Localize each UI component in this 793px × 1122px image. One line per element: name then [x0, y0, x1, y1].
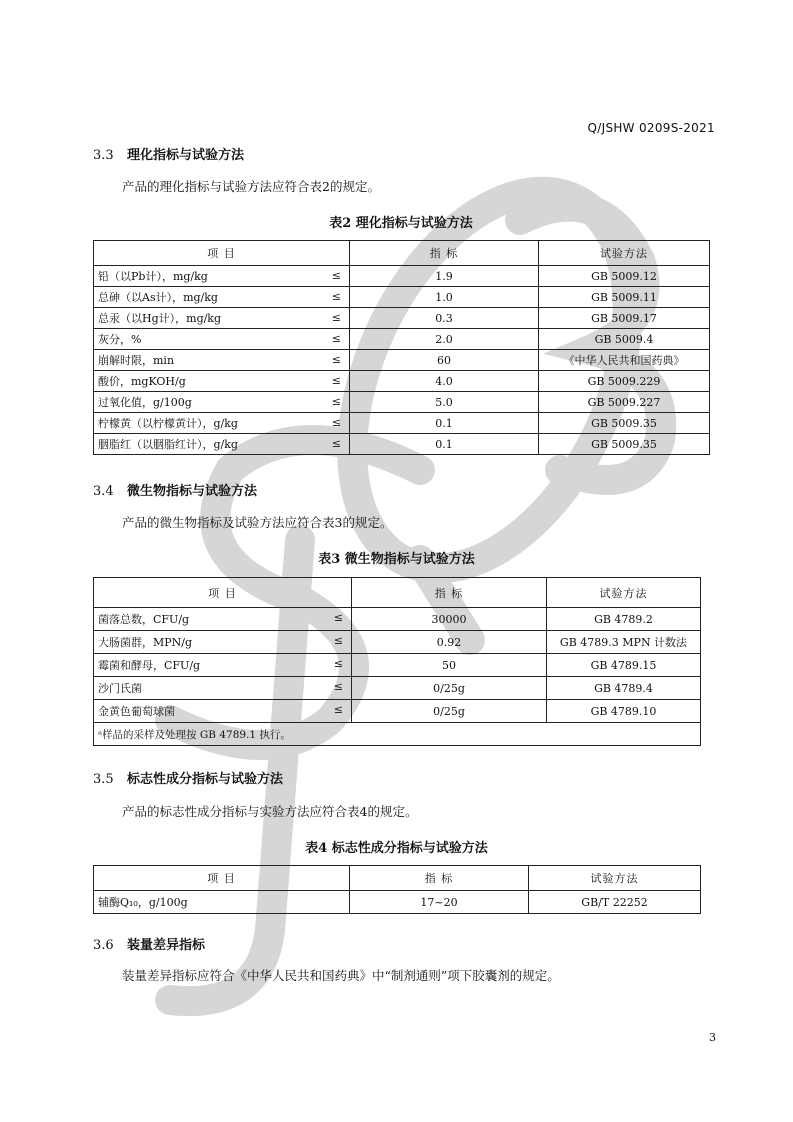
comparator: ≤	[331, 374, 341, 387]
row-item: 辅酶Q₁₀，g/100g	[94, 891, 350, 914]
header-value: 指 标	[352, 578, 547, 608]
row-item	[94, 677, 352, 700]
row-method: GB 4789.3 MPN 计数法	[547, 631, 701, 654]
table-row	[94, 891, 701, 914]
table-row	[94, 700, 701, 723]
section-title: 理化指标与试验方法	[127, 148, 245, 163]
header-method: 试验方法	[547, 578, 701, 608]
item-label: 大肠菌群，MPN/g	[98, 636, 193, 649]
row-value: 2.0	[350, 329, 539, 350]
item-label: 金黄色葡萄球菌	[98, 705, 175, 718]
table-row	[94, 266, 710, 287]
row-method: GB 5009.11	[539, 287, 710, 308]
item-label: 过氧化值，g/100g	[98, 396, 192, 409]
section-paragraph-3-5: 产品的标志性成分指标与实验方法应符合表4的规定。	[122, 804, 418, 819]
item-label: 酸价，mgKOH/g	[98, 375, 186, 388]
header-value: 指 标	[350, 241, 539, 266]
row-value: 0.92	[352, 631, 547, 654]
section-heading-3-4	[93, 480, 257, 499]
item-label: 总砷（以As计），mg/kg	[98, 291, 218, 304]
section-number: 3.4	[93, 484, 114, 499]
row-item	[94, 700, 352, 723]
section-heading-3-5	[93, 768, 283, 787]
item-label: 铅（以Pb计），mg/kg	[98, 270, 208, 283]
comparator: ≤	[333, 657, 343, 670]
row-item	[94, 413, 350, 434]
item-label: 沙门氏菌	[98, 682, 142, 695]
section-paragraph-3-4: 产品的微生物指标及试验方法应符合表3的规定。	[122, 515, 393, 530]
row-item	[94, 654, 352, 677]
row-method: GB 5009.227	[539, 392, 710, 413]
row-method: GB 4789.10	[547, 700, 701, 723]
row-item	[94, 631, 352, 654]
item-label: 崩解时限，min	[98, 354, 175, 367]
row-method: GB 5009.4	[539, 329, 710, 350]
header-item: 项 目	[94, 866, 350, 891]
table-row	[94, 631, 701, 654]
comparator: ≤	[331, 353, 341, 366]
header-item: 项 目	[94, 578, 352, 608]
table-row	[94, 329, 710, 350]
table-footnote: ᵃ样品的采样及处理按 GB 4789.1 执行。	[94, 723, 701, 746]
comparator: ≤	[331, 311, 341, 324]
comparator: ≤	[333, 611, 343, 624]
row-item	[94, 266, 350, 287]
row-method: 《中华人民共和国药典》	[539, 350, 710, 371]
section-title: 装量差异指标	[127, 938, 206, 953]
comparator: ≤	[331, 290, 341, 303]
table-row	[94, 308, 710, 329]
page-number: 3	[709, 1031, 716, 1044]
table-note-row	[94, 723, 701, 746]
comparator: ≤	[333, 634, 343, 647]
section-title: 标志性成分指标与试验方法	[127, 772, 284, 787]
comparator: ≤	[331, 437, 341, 450]
section-title: 微生物指标与试验方法	[127, 484, 258, 499]
section-number: 3.3	[93, 148, 114, 163]
row-value: 0.3	[350, 308, 539, 329]
section-number: 3.5	[93, 772, 114, 787]
table-row	[94, 371, 710, 392]
header-method: 试验方法	[539, 241, 710, 266]
header-item: 项 目	[94, 241, 350, 266]
document-number: Q/JSHW 0209S-2021	[587, 121, 715, 135]
row-method: GB 5009.35	[539, 434, 710, 455]
row-method: GB 4789.2	[547, 608, 701, 631]
row-value: 5.0	[350, 392, 539, 413]
row-value: 0.1	[350, 434, 539, 455]
table3-caption: 表3 微生物指标与试验方法	[318, 552, 475, 567]
section-paragraph-3-6: 装量差异指标应符合《中华人民共和国药典》中“制剂通则”项下胶囊剂的规定。	[122, 968, 560, 983]
comparator: ≤	[331, 332, 341, 345]
header-value: 指 标	[350, 866, 529, 891]
row-method: GB 5009.35	[539, 413, 710, 434]
table-header-row	[94, 866, 701, 891]
row-value: 1.0	[350, 287, 539, 308]
section-heading-3-6	[93, 934, 205, 953]
row-value: 17~20	[350, 891, 529, 914]
table-row	[94, 654, 701, 677]
comparator: ≤	[333, 680, 343, 693]
item-label: 霉菌和酵母，CFU/g	[98, 659, 201, 672]
comparator: ≤	[331, 269, 341, 282]
table-row	[94, 413, 710, 434]
row-item	[94, 308, 350, 329]
row-item	[94, 287, 350, 308]
row-method: GB 5009.17	[539, 308, 710, 329]
section-heading-3-3	[93, 144, 244, 163]
comparator: ≤	[333, 703, 343, 716]
comparator: ≤	[331, 395, 341, 408]
row-item	[94, 434, 350, 455]
row-item	[94, 371, 350, 392]
row-value: 30000	[352, 608, 547, 631]
table4-marker-components	[93, 865, 701, 914]
table-row	[94, 677, 701, 700]
table-row	[94, 434, 710, 455]
row-method: GB 4789.15	[547, 654, 701, 677]
item-label: 柠檬黄（以柠檬黄计），g/kg	[98, 417, 238, 430]
row-value: 0.1	[350, 413, 539, 434]
table-row	[94, 287, 710, 308]
item-label: 总汞（以Hg计），mg/kg	[98, 312, 222, 325]
row-method: GB 5009.229	[539, 371, 710, 392]
table4-caption: 表4 标志性成分指标与试验方法	[305, 841, 488, 856]
section-number: 3.6	[93, 938, 114, 953]
row-item	[94, 329, 350, 350]
comparator: ≤	[331, 416, 341, 429]
row-value: 50	[352, 654, 547, 677]
row-value: 0/25g	[352, 700, 547, 723]
table-row	[94, 392, 710, 413]
row-value: 4.0	[350, 371, 539, 392]
item-label: 菌落总数，CFU/g	[98, 613, 190, 626]
row-method: GB/T 22252	[529, 891, 701, 914]
row-item	[94, 350, 350, 371]
row-item	[94, 392, 350, 413]
header-method: 试验方法	[529, 866, 701, 891]
row-value: 1.9	[350, 266, 539, 287]
item-label: 灰分，%	[98, 333, 142, 346]
item-label: 胭脂红（以胭脂红计），g/kg	[98, 438, 238, 451]
row-method: GB 5009.12	[539, 266, 710, 287]
row-value: 0/25g	[352, 677, 547, 700]
table3-microbiological	[93, 577, 701, 746]
row-method: GB 4789.4	[547, 677, 701, 700]
table-row	[94, 350, 710, 371]
section-paragraph-3-3: 产品的理化指标与试验方法应符合表2的规定。	[122, 179, 380, 194]
table2-caption: 表2 理化指标与试验方法	[329, 216, 473, 231]
table-row	[94, 608, 701, 631]
table-header-row	[94, 578, 701, 608]
row-value: 60	[350, 350, 539, 371]
row-item	[94, 608, 352, 631]
table-header-row	[94, 241, 710, 266]
table2-physicochemical	[93, 240, 710, 455]
